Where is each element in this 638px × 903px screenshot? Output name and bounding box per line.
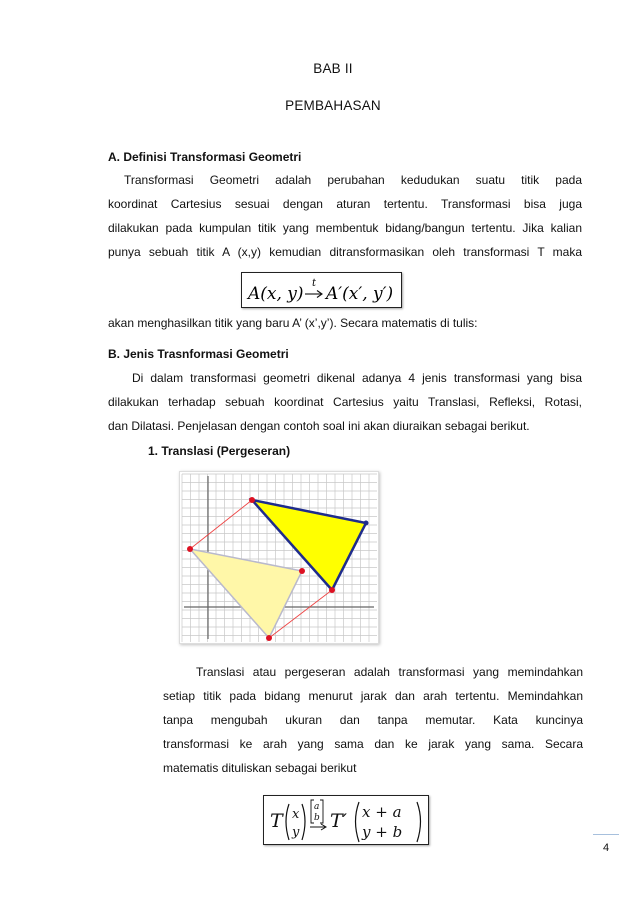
section-a-conclusion: akan menghasilkan titik yang baru A’ (x’,y’). Secara matematis di tulis: xyxy=(108,316,478,330)
formula2-T-prime: T′ xyxy=(330,810,347,832)
formula-transformation xyxy=(241,272,402,308)
formula2-a: a xyxy=(314,802,320,812)
section-b-heading: B. Jenis Trasnformasi Geometri xyxy=(108,347,289,361)
formula2-res-top: x + a xyxy=(362,803,402,821)
section-b-line-1: Di dalam transformasi geometri dikenal adanya 4 jenis transformasi yang bisa xyxy=(132,371,582,385)
formula2-paren-right-2 xyxy=(417,802,421,842)
formula2-bracket-right xyxy=(320,800,323,823)
chapter-label: BAB II xyxy=(313,61,353,76)
point-a xyxy=(187,546,193,552)
formula-translation xyxy=(263,795,429,845)
subsection-1-heading: 1. Translasi (Pergeseran) xyxy=(148,444,291,458)
point-c-prime xyxy=(329,587,335,593)
page-number: 4 xyxy=(602,842,610,854)
subsection-1-line-2: setiap titik pada bidang menurut jarak dan arah tertentu. Memindahkan xyxy=(163,689,583,703)
formula-left: A(x, y) xyxy=(248,284,304,304)
page-number-rule xyxy=(593,834,619,835)
subsection-1-line-5: matematis dituliskan sebagai berikut xyxy=(163,761,357,775)
point-b-prime xyxy=(364,521,369,526)
subsection-1-line-3: tanpa mengubah ukuran dan tanpa memutar. Kata kuncinya xyxy=(163,713,583,727)
point-c xyxy=(266,635,272,641)
formula2-paren-left xyxy=(286,804,289,840)
section-a-line-3: dilakukan pada kumpulan titik yang membentuk bidang/bangun tertentu. Jika kalian xyxy=(108,221,582,235)
formula2-y: y xyxy=(292,825,300,840)
section-b-line-2: dilakukan terhadap sebuah koordinat Cartesius yaitu Translasi, Refleksi, Rotasi, xyxy=(108,395,582,409)
point-a-prime xyxy=(249,497,255,503)
formula2-b: b xyxy=(314,813,320,823)
point-b xyxy=(299,568,305,574)
formula2-T: T xyxy=(270,810,283,832)
original-triangle xyxy=(190,549,302,638)
formula2-x: x xyxy=(292,807,300,822)
formula2-paren-right xyxy=(302,804,305,840)
section-a-line-2: koordinat Cartesius sesuai dengan aturan tertentu. Transformasi bisa juga xyxy=(108,197,582,211)
chapter-title: PEMBAHASAN xyxy=(285,98,381,113)
subsection-1-line-4: transformasi ke arah yang sama dan ke jarak yang sama. Secara xyxy=(163,737,583,751)
formula2-paren-left-2 xyxy=(356,802,360,842)
section-a-heading: A. Definisi Transformasi Geometri xyxy=(108,150,302,164)
translation-figure xyxy=(179,471,379,644)
section-a-line-1: Transformasi Geometri adalah perubahan kedudukan suatu titik pada xyxy=(124,173,582,187)
formula-arrow-label: t xyxy=(312,278,317,289)
formula2-res-bottom: y + b xyxy=(362,823,403,841)
formula-right: A′(x′, y′) xyxy=(326,284,394,304)
section-b-line-3: dan Dilatasi. Penjelasan dengan contoh soal ini akan diuraikan sebagai berikut. xyxy=(108,419,530,433)
section-a-line-4: punya sebuah titik A (x,y) kemudian ditransformasikan oleh transformasi T maka xyxy=(108,245,582,259)
subsection-1-line-1: Translasi atau pergeseran adalah transformasi yang memindahkan xyxy=(196,665,583,679)
